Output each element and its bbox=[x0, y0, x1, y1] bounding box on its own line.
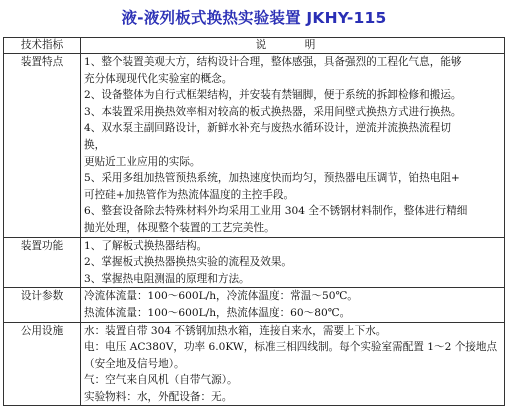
description-line: 6、整套设备除去特殊材料外均采用工业用 304 全不锈钢材料制作，整体进行精细 bbox=[84, 205, 468, 218]
header-description: 说 明 bbox=[81, 38, 505, 54]
description-line: 可控硅+加热管作为热流体温度的主控手段。 bbox=[84, 188, 295, 201]
header-tech-index: 技术指标 bbox=[4, 38, 81, 54]
spec-table bbox=[3, 37, 505, 406]
page-title: 液-液列板式换热实验装置 JKHY-115 bbox=[121, 9, 387, 27]
description-line: 充分体现现代化实验室的概念。 bbox=[84, 72, 233, 85]
row-description bbox=[81, 237, 505, 288]
row-utilities bbox=[4, 322, 505, 406]
description-line: 电：电压 AC380V，功率 6.0KW，标准三相四线制。每个实验室需配置 1～2 个接地点 bbox=[84, 341, 498, 354]
description-line: 1、了解板式换热器结构。 bbox=[84, 239, 208, 252]
table-header-row bbox=[4, 38, 505, 54]
description-line: 更贴近工业应用的实际。 bbox=[84, 155, 201, 168]
description-line: 水：装置自带 304 不锈钢加热水箱，连接自来水，需要上下水。 bbox=[84, 324, 387, 337]
row-functions bbox=[4, 237, 505, 288]
description-line: 实验物料：水，外配设备：无。 bbox=[84, 390, 233, 403]
description-line: 5、采用多组加热管预热系统，加热速度快而均匀，预热器电压调节，铂热电阻+ bbox=[84, 172, 460, 185]
description-line: 热流体流量：100～600L/h，热流体温度：60～80℃。 bbox=[84, 306, 351, 319]
description-line: 3、本装置采用换热效率相对较高的板式换热器，采用间壁式换热方式进行换热。 bbox=[84, 105, 462, 118]
row-label: 设计参数 bbox=[4, 288, 81, 322]
row-features bbox=[4, 54, 505, 238]
description-line: 气：空气来自风机（自带气源）。 bbox=[84, 374, 238, 387]
description-line: 换， bbox=[84, 138, 106, 151]
description-line: 2、掌握板式换热器换热实验的流程及效果。 bbox=[84, 256, 293, 269]
description-line: 2、设备整体为自行式框架结构，并安装有禁锢脚，便于系统的拆卸检修和搬运。 bbox=[84, 89, 462, 102]
row-label: 装置特点 bbox=[4, 54, 81, 238]
description-line: 抛光处理，体现整个装置的工艺完美性。 bbox=[84, 221, 275, 234]
row-description bbox=[81, 322, 505, 406]
row-label: 公用设施 bbox=[4, 322, 81, 406]
row-description bbox=[81, 54, 505, 238]
description-line: 3、掌握热电阻测温的原理和方法。 bbox=[84, 272, 250, 285]
row-parameters bbox=[4, 288, 505, 322]
description-line: 1、整个装置美观大方，结构设计合理，整体感强，具备强烈的工程化气息，能够 bbox=[84, 56, 462, 68]
row-label: 装置功能 bbox=[4, 237, 81, 288]
description-line: 冷流体流量：100～600L/h，冷流体温度：常温～50℃。 bbox=[84, 290, 358, 303]
description-line: （安全地及信号地）。 bbox=[84, 357, 185, 370]
row-description bbox=[81, 288, 505, 322]
description-line: 4、双水泵主副回路设计，新鲜水补充与废热水循环设计，逆流并流换热流程切 bbox=[84, 122, 451, 135]
